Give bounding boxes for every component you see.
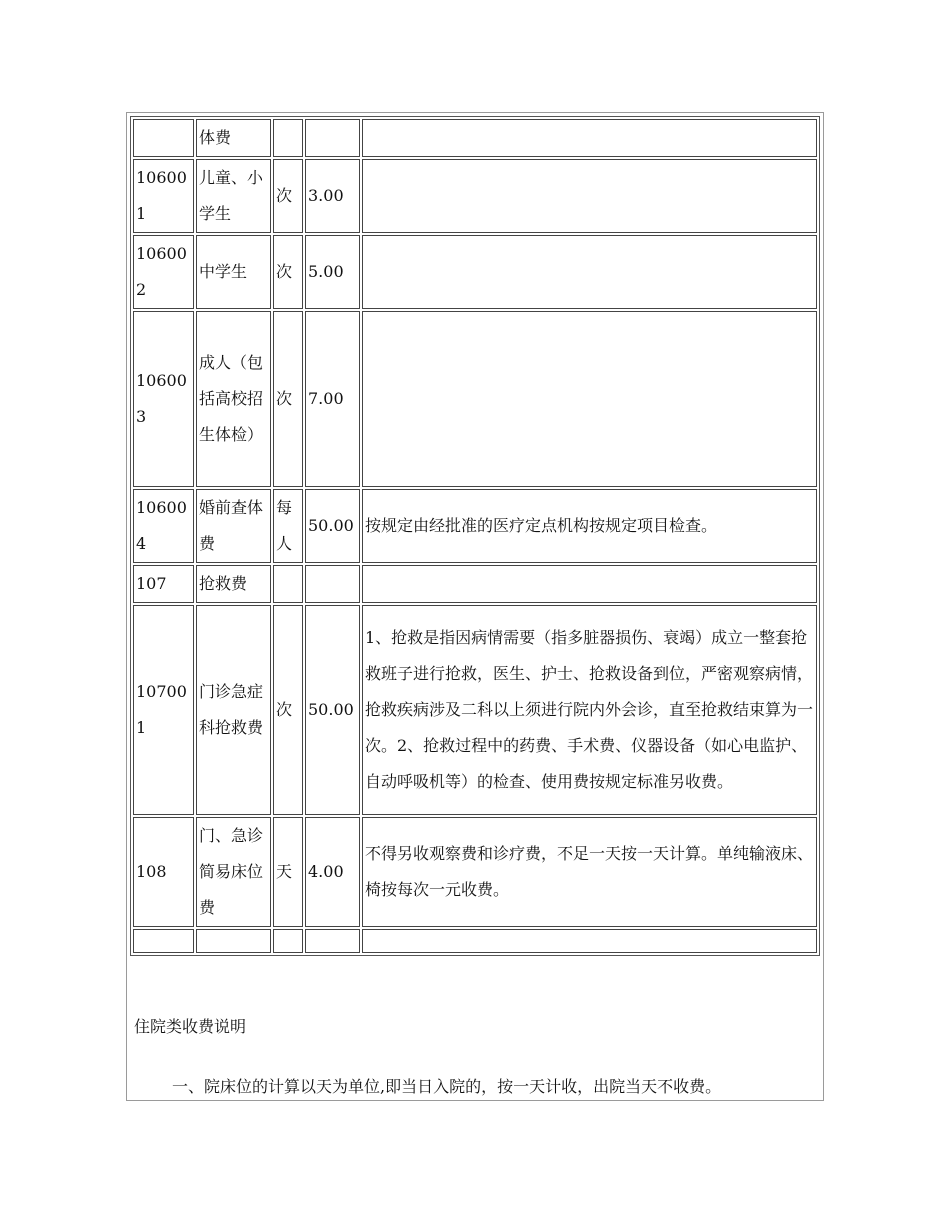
item-price xyxy=(305,119,360,157)
item-price: 7.00 xyxy=(305,311,360,487)
item-unit: 次 xyxy=(273,311,303,487)
item-name: 婚前查体费 xyxy=(196,489,271,563)
item-unit: 天 xyxy=(273,817,303,927)
item-price xyxy=(305,929,360,953)
item-code: 107001 xyxy=(133,605,194,815)
item-name: 儿童、小学生 xyxy=(196,159,271,233)
item-unit: 次 xyxy=(273,235,303,309)
item-code: 106004 xyxy=(133,489,194,563)
item-unit: 次 xyxy=(273,159,303,233)
item-unit xyxy=(273,565,303,603)
section-paragraph: 一、院床位的计算以天为单位,即当日入院的，按一天计收，出院当天不收费。 xyxy=(172,1077,722,1096)
item-note xyxy=(362,929,817,953)
table-row xyxy=(133,235,817,309)
item-price: 4.00 xyxy=(305,817,360,927)
item-note xyxy=(362,159,817,233)
item-code xyxy=(133,929,194,953)
item-price: 50.00 xyxy=(305,489,360,563)
item-unit: 次 xyxy=(273,605,303,815)
table-row xyxy=(133,119,817,157)
item-price xyxy=(305,565,360,603)
table-row xyxy=(133,605,817,815)
item-note: 1、抢救是指因病情需要（指多脏器损伤、衰竭）成立一整套抢救班子进行抢救，医生、护士、抢救设备到位，严密观察病情，抢救疾病涉及二科以上须进行院内外会诊，直至抢救结束算为一次。2、抢救过程中的药费、手术费、仪器设备（如心电监护、自动呼吸机等）的检查、使用费按规定标准另收费。 xyxy=(362,605,817,815)
table-row xyxy=(133,311,817,487)
item-note: 不得另收观察费和诊疗费，不足一天按一天计算。单纯输液床、椅按每次一元收费。 xyxy=(362,817,817,927)
item-unit: 每人 xyxy=(273,489,303,563)
section-title: 住院类收费说明 xyxy=(134,1017,247,1036)
table-row xyxy=(133,159,817,233)
item-code: 107 xyxy=(133,565,194,603)
item-price: 3.00 xyxy=(305,159,360,233)
item-name: 抢救费 xyxy=(196,565,271,603)
item-code: 106002 xyxy=(133,235,194,309)
item-name xyxy=(196,929,271,953)
table-row xyxy=(133,565,817,603)
table-row xyxy=(133,489,817,563)
item-code: 108 xyxy=(133,817,194,927)
item-note xyxy=(362,119,817,157)
fee-table xyxy=(130,116,820,956)
item-name: 门、急诊简易床位费 xyxy=(196,817,271,927)
item-name: 门诊急症科抢救费 xyxy=(196,605,271,815)
table-row xyxy=(133,817,817,927)
item-note xyxy=(362,565,817,603)
table-row xyxy=(133,929,817,953)
item-code: 106003 xyxy=(133,311,194,487)
item-note xyxy=(362,235,817,309)
item-note xyxy=(362,311,817,487)
item-name: 体费 xyxy=(196,119,271,157)
item-name: 成人（包括高校招生体检） xyxy=(196,311,271,487)
item-name: 中学生 xyxy=(196,235,271,309)
item-price: 5.00 xyxy=(305,235,360,309)
item-note: 按规定由经批准的医疗定点机构按规定项目检查。 xyxy=(362,489,817,563)
item-unit xyxy=(273,119,303,157)
item-unit xyxy=(273,929,303,953)
item-price: 50.00 xyxy=(305,605,360,815)
item-code: 106001 xyxy=(133,159,194,233)
item-code xyxy=(133,119,194,157)
